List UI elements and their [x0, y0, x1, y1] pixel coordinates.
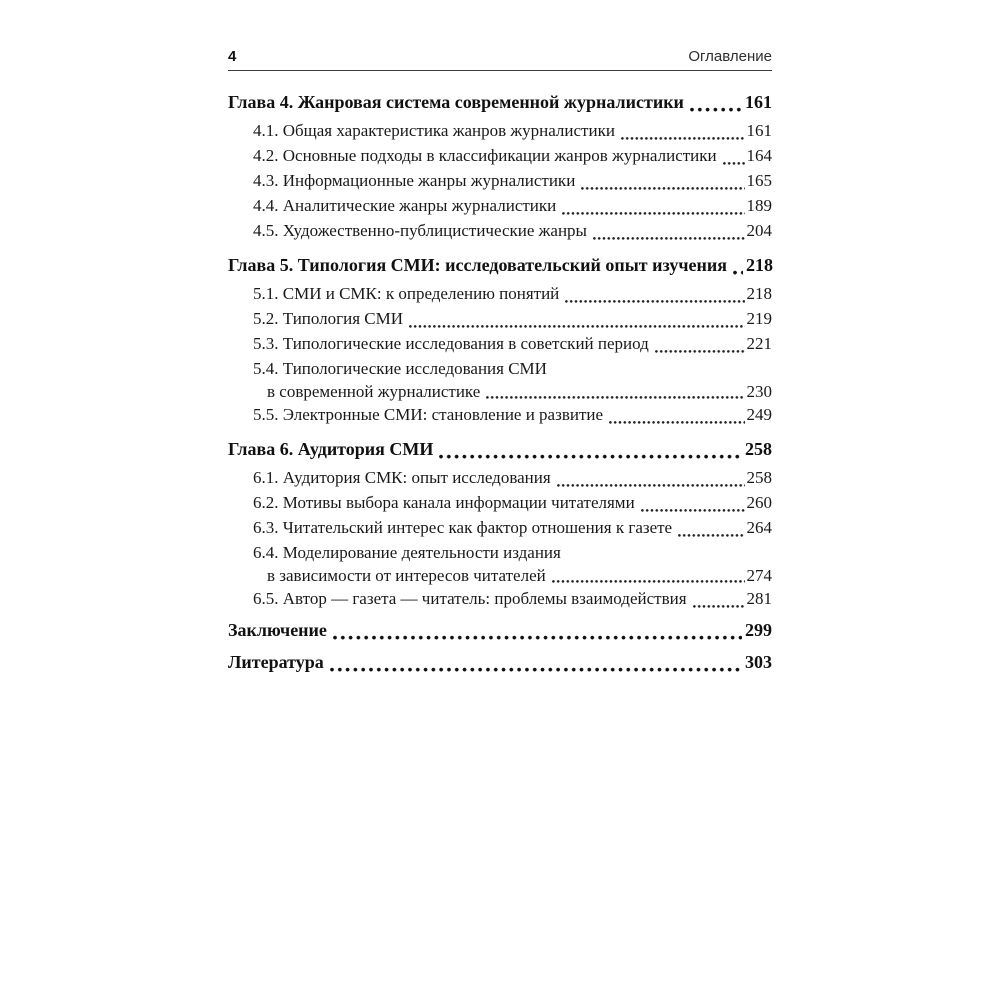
toc-entry-page: 274 — [746, 566, 772, 585]
toc-item-row — [228, 356, 772, 381]
toc-item-row — [228, 143, 772, 168]
toc-entry-page: 281 — [746, 589, 772, 608]
toc-entry-page: 303 — [745, 652, 772, 672]
toc-page — [228, 48, 772, 675]
toc-item-row — [228, 540, 772, 565]
dot-leader — [641, 507, 745, 512]
dot-leader — [439, 453, 742, 459]
toc-entry-label: Глава 4. Жанровая система современной журналистики — [228, 92, 684, 112]
page-header — [228, 48, 772, 71]
dot-leader — [593, 235, 745, 240]
toc-entry-label: 4.5. Художественно-публицистические жанры — [253, 221, 587, 240]
page-number: 4 — [228, 48, 237, 65]
dot-leader — [333, 634, 742, 640]
toc-item-row — [228, 281, 772, 306]
toc-entry-label: 4.4. Аналитические жанры журналистики — [253, 196, 557, 215]
toc-item-row — [228, 168, 772, 193]
toc-entry-label: 6.4. Моделирование деятельности издания — [253, 543, 561, 562]
toc-entry-page: 258 — [746, 468, 772, 487]
toc-item-row — [228, 331, 772, 356]
toc-item-row — [228, 586, 772, 611]
header-title: Оглавление — [688, 48, 772, 65]
dot-leader — [409, 323, 744, 328]
toc-entry-page: 204 — [746, 221, 772, 240]
dot-leader — [486, 394, 744, 399]
toc-entry-label: 5.3. Типологические исследования в советский период — [253, 334, 649, 353]
toc-item-row — [228, 218, 772, 243]
dot-leader — [557, 482, 745, 487]
dot-leader — [562, 210, 744, 215]
dot-leader — [723, 160, 745, 165]
toc-entry-label: 4.2. Основные подходы в классификации жанров журналистики — [253, 146, 717, 165]
toc-entry-page: 264 — [746, 518, 772, 537]
toc-entry-page: 165 — [746, 171, 772, 190]
toc-entry-label: 6.1. Аудитория СМК: опыт исследования — [253, 468, 551, 487]
toc-item-row — [228, 306, 772, 331]
dot-leader — [621, 135, 745, 140]
dot-leader — [655, 348, 745, 353]
toc-item-row-continuation — [228, 381, 772, 402]
dot-leader — [690, 106, 742, 112]
toc-entry-page: 299 — [745, 620, 772, 640]
toc-entry-page: 218 — [745, 255, 773, 275]
toc-entry-label: 5.5. Электронные СМИ: становление и развитие — [253, 405, 604, 424]
toc-item-row — [228, 193, 772, 218]
toc-entry-label: 6.3. Читательский интерес как фактор отношения к газете — [253, 518, 673, 537]
toc-entry-label: 5.4. Типологические исследования СМИ — [253, 359, 547, 378]
toc-entry-label: 5.1. СМИ и СМК: к определению понятий — [253, 284, 560, 303]
toc-entry-page: 189 — [746, 196, 772, 215]
toc-entry-label: 4.1. Общая характеристика жанров журналистики — [253, 121, 615, 140]
toc-entry-label: 5.2. Типология СМИ — [253, 309, 404, 328]
toc-footer-row — [228, 618, 772, 643]
toc-entry-page: 164 — [746, 146, 772, 165]
toc-entry-page: 249 — [746, 405, 772, 424]
dot-leader — [581, 185, 744, 190]
toc-entry-label: в современной журналистике — [267, 382, 481, 401]
dot-leader — [565, 298, 744, 303]
toc-item-row — [228, 490, 772, 515]
toc-entry-page: 258 — [745, 439, 772, 459]
dot-leader — [330, 666, 742, 672]
dot-leader — [693, 603, 745, 608]
toc-chapter-row — [228, 90, 772, 115]
toc-item-row — [228, 515, 772, 540]
toc-item-row — [228, 118, 772, 143]
toc-entry-page: 260 — [746, 493, 772, 512]
toc-entry-page: 219 — [746, 309, 772, 328]
toc-footer-row — [228, 650, 772, 675]
toc-entry-label: 6.5. Автор — газета — читатель: проблемы взаимодействия — [253, 589, 687, 608]
toc-chapter-row — [228, 253, 772, 278]
dot-leader — [678, 532, 744, 537]
toc-entry-page: 230 — [746, 382, 772, 401]
dot-leader — [609, 419, 744, 424]
toc-entry-label: Глава 5. Типология СМИ: исследовательский опыт изучения — [228, 255, 727, 275]
toc-entry-page: 161 — [746, 121, 772, 140]
toc-entry-label: в зависимости от интересов читателей — [267, 566, 546, 585]
toc-entry-label: 6.2. Мотивы выбора канала информации читателями — [253, 493, 635, 512]
toc-entry-label: Заключение — [228, 620, 327, 640]
toc-list — [228, 90, 772, 675]
dot-leader — [552, 578, 745, 583]
toc-chapter-row — [228, 437, 772, 462]
toc-entry-label: Литература — [228, 652, 324, 672]
toc-item-row — [228, 402, 772, 427]
toc-entry-label: Глава 6. Аудитория СМИ — [228, 439, 434, 459]
toc-item-row — [228, 465, 772, 490]
toc-entry-label: 4.3. Информационные жанры журналистики — [253, 171, 576, 190]
toc-item-row-continuation — [228, 565, 772, 586]
dot-leader — [733, 269, 743, 275]
toc-entry-page: 218 — [746, 284, 772, 303]
toc-entry-page: 161 — [745, 92, 772, 112]
toc-entry-page: 221 — [746, 334, 772, 353]
